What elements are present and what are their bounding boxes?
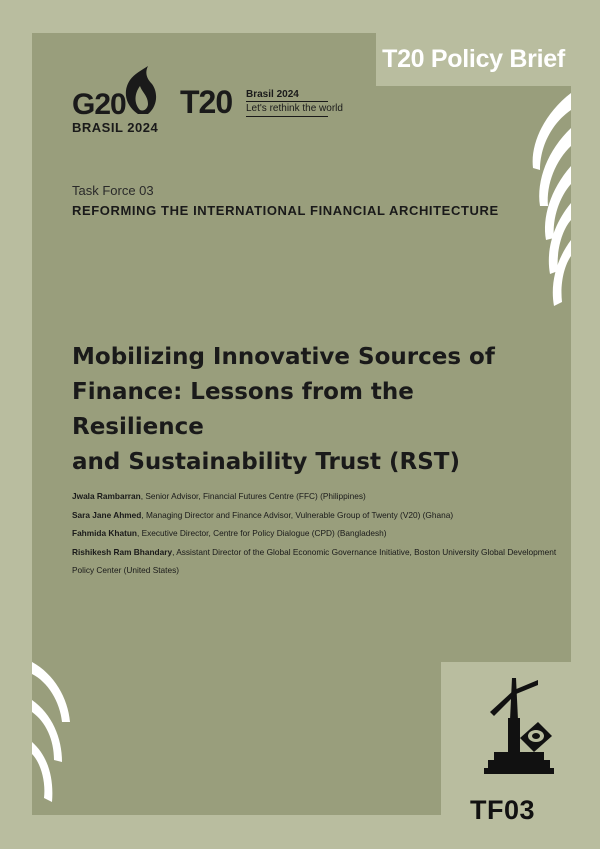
author-role: , Assistant Director of the Global Economic Governance Initiative, Boston University Global Development bbox=[172, 546, 557, 557]
brief-title bbox=[72, 340, 512, 480]
author-name: Rishikesh Ram Bhandary bbox=[72, 546, 173, 557]
t20-logo-rule bbox=[246, 101, 328, 102]
t20-logo-tagline: Let's rethink the world bbox=[246, 103, 343, 114]
author-role: Policy Center (United States) bbox=[72, 565, 179, 575]
white-swoosh-decoration-bottom bbox=[32, 662, 82, 812]
author-name: Jwala Rambarran bbox=[72, 491, 141, 501]
author-name: Fahmida Khatun bbox=[72, 528, 137, 538]
policy-brief-label: T20 Policy Brief bbox=[382, 45, 565, 73]
title-line: and Sustainability Trust (RST) bbox=[72, 449, 460, 475]
title-line: Finance: Lessons from the Resilience bbox=[72, 379, 414, 440]
author-list bbox=[72, 487, 572, 580]
author-entry-continuation bbox=[72, 561, 572, 580]
g20-logo-text: G20 bbox=[72, 88, 126, 121]
author-entry bbox=[72, 543, 572, 562]
author-role: , Senior Advisor, Financial Futures Centre (FFC) (Philippines) bbox=[140, 491, 366, 501]
author-name: Sara Jane Ahmed bbox=[72, 509, 142, 520]
g20-logo-subtitle: BRASIL 2024 bbox=[72, 120, 159, 135]
windmill-globe-icon bbox=[480, 672, 560, 780]
author-role: , Managing Director and Finance Advisor, Vulnerable Group of Twenty (V20) (Ghana) bbox=[141, 509, 454, 520]
author-entry bbox=[72, 506, 572, 525]
task-force-code: TF03 bbox=[470, 795, 536, 825]
task-force-label: Task Force 03 bbox=[72, 183, 154, 198]
white-swoosh-decoration bbox=[500, 88, 571, 318]
author-role: , Executive Director, Centre for Policy Dialogue (CPD) (Bangladesh) bbox=[137, 528, 387, 538]
policy-brief-tag bbox=[376, 33, 571, 86]
author-entry bbox=[72, 524, 572, 543]
task-force-heading: REFORMING THE INTERNATIONAL FINANCIAL ARCHITECTURE bbox=[72, 203, 499, 218]
t20-logo-brasil: Brasil 2024 bbox=[246, 89, 299, 100]
title-line: Mobilizing Innovative Sources of bbox=[72, 344, 495, 370]
t20-logo-text: T20 bbox=[180, 84, 233, 120]
author-entry bbox=[72, 487, 572, 506]
t20-logo-rule-bottom bbox=[246, 116, 328, 117]
